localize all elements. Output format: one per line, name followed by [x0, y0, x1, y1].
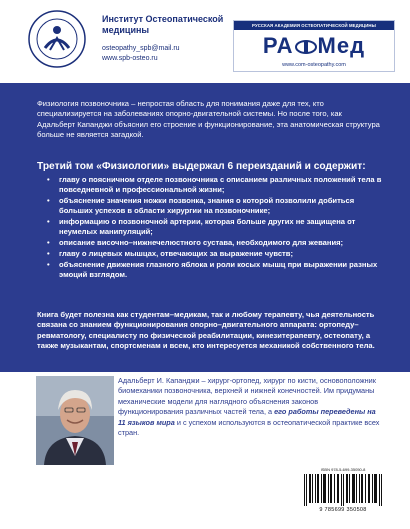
- institute-website: www.spb-osteo.ru: [102, 55, 158, 62]
- publisher-academy-name: РУССКАЯ АКАДЕМИЯ ОСТЕОПАТИЧЕСКОЙ МЕДИЦИНЫ: [234, 21, 394, 30]
- osteopathy-institute-seal-icon: [28, 10, 86, 68]
- institute-name-line1: Институт Остеопатической: [102, 14, 224, 24]
- barcode-digits: 9 785699 350508: [319, 507, 367, 513]
- publisher-website: www.com-osteopathy.com: [282, 62, 346, 68]
- back-cover-main: [0, 83, 410, 529]
- author-bio: [118, 376, 380, 438]
- author-portrait-icon: [36, 376, 114, 465]
- intro-paragraph: Физиология позвоночника – непростая область для понимания даже для тех, кто специализируется на заболеваниях опорно-двигательной системы. Но после того, как Адальберт Капанджи объяснил его строение и функционирование, эта анатомическая структура больше не является загадкой.: [37, 99, 380, 139]
- barcode-icon: [302, 474, 384, 506]
- publisher-emblem-icon: [294, 40, 318, 54]
- header-band: [0, 0, 410, 83]
- barcode-block: [298, 467, 388, 527]
- isbn-text: ISBN 978-5-699-35050-8: [320, 467, 366, 472]
- author-bio-highlight: его работы переведены на 11 языков мира: [118, 407, 376, 427]
- list-item: • информацию о позвоночной артерии, которая больше других не защищена от неумелых манипуляций;: [37, 217, 382, 237]
- list-item: • главу о лицевых мышцах, отвечающих за выражение чувств;: [37, 249, 382, 259]
- author-bio-text-end: и с успехом используются в остеопатической практике всех стран.: [118, 417, 380, 438]
- publisher-logo-box: [233, 20, 395, 72]
- audience-paragraph: Книга будет полезна как студентам–медикам, так и любому терапевту, чья деятельность связана со знанием функционирования опорно–двигательного аппарата: ортопеду–ревматологу, специалисту по физической реабилитации, кинезитерапевту, остеопату, а также музыкантам, спортсменам и всем, кто интересуется механикой собственного тела.: [37, 310, 375, 350]
- publisher-logo-right: Мед: [317, 33, 366, 58]
- list-item: • главу о поясничном отделе позвоночника с описанием различных положений тела в повседневной и профессиональной жизни;: [37, 175, 382, 195]
- publisher-logo: [234, 31, 394, 61]
- institute-contacts: [102, 44, 232, 64]
- author-bio-text: Адальберт И. Капанджи – хирург-ортопед, хирург по кисти, основоположник биомеханики позвоночника, верхней и нижней конечностей. Им придуманы механические модели для наглядного объяснения законов функционирования различных частей тела, а: [118, 376, 376, 417]
- publisher-logo-left: РА: [262, 33, 294, 58]
- contents-section: [37, 160, 382, 281]
- institute-email: osteopathy_spb@mail.ru: [102, 45, 180, 52]
- list-item: • объяснение значения ножки позвонка, знания о которой позволили добиться больших успехов в области хирургии на позвоночнике;: [37, 196, 382, 216]
- institute-name: [102, 14, 232, 36]
- list-item: • объяснение движения глазного яблока и роли косых мышц при выражении разных эмоций взглядом.: [37, 260, 382, 280]
- institute-name-line2: медицины: [102, 25, 150, 35]
- contents-title: Третий том «Физиологии» выдержал 6 переизданий и содержит:: [37, 161, 366, 172]
- contents-list: [37, 175, 382, 280]
- list-item: • описание височно–нижнечелюстного сустава, необходимого для жевания;: [37, 238, 382, 248]
